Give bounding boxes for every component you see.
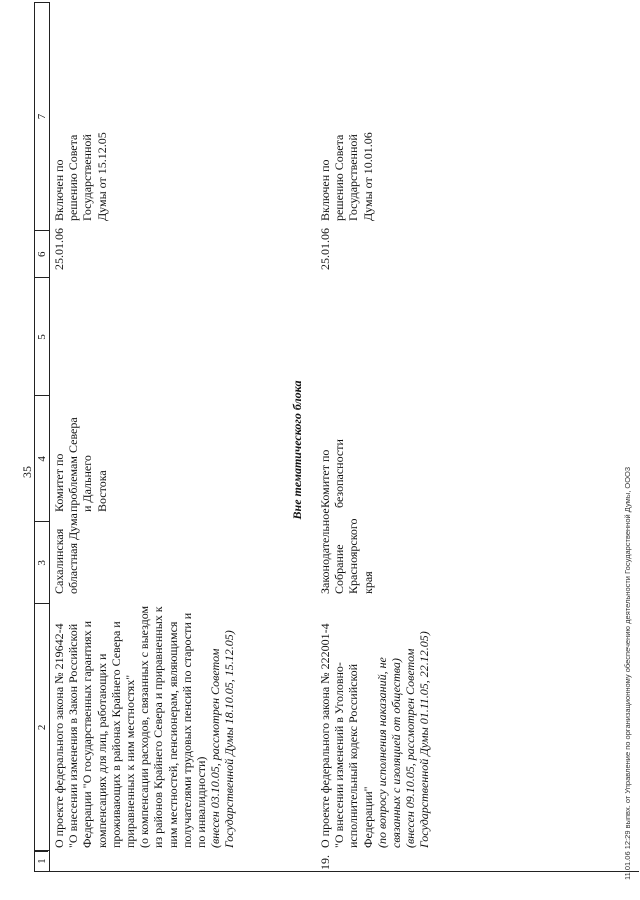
text-line: Государственной <box>80 134 95 221</box>
row-1-initiator <box>52 510 80 594</box>
text-line: из районов Крайнего Севера и приравненных к <box>151 606 166 848</box>
text-line: Красноярского края <box>346 518 375 594</box>
row-2-description <box>318 598 432 848</box>
text-line: приравненных к ним местностях" <box>123 674 138 848</box>
text-line: Собрание <box>332 544 347 594</box>
text-line: по инвалидности) <box>194 756 209 848</box>
fax-footer: 11.01.06 12:29 выпвх. от Управление по организационному обеспечению деятельности Государственной Думы, ООО3 <box>623 466 632 880</box>
text-line: О проекте федерального закона № 222001-4 <box>318 623 332 848</box>
row-2-committee <box>318 388 346 508</box>
text-line: "О внесении изменения в Закон Российской <box>66 623 81 848</box>
text-line: получателями трудовых пенсий по старости и <box>179 612 194 848</box>
table-header <box>34 2 50 872</box>
text-line: Думы от 15.12.05 <box>94 132 109 221</box>
row-2-date: 25.01.06 <box>318 228 332 270</box>
text-line: Федерации "О государственных гарантиях и <box>80 620 95 848</box>
column-header: 4 <box>35 396 50 522</box>
text-line: исполнительный кодекс Российской <box>346 663 361 848</box>
note-line: Государственной Думы 01.11.05, 22.12.05) <box>417 631 432 848</box>
column-header: 2 <box>35 604 50 851</box>
text-line: Востока <box>94 470 109 512</box>
text-line: безопасности <box>332 439 347 508</box>
column-divider <box>34 851 48 852</box>
text-line: Законодательное <box>318 508 332 594</box>
note-line: Государственной Думы 18.10.05, 15.12.05) <box>222 630 237 848</box>
page-number: 35 <box>20 466 34 478</box>
text-line: (о компенсации расходов, связанных с выездом <box>137 605 152 848</box>
text-line: Включен по <box>318 159 332 221</box>
row-1-committee <box>52 392 109 512</box>
note-line: (внесен 09.10.05, рассмотрен Советом <box>403 648 418 848</box>
row-2-status <box>318 91 375 221</box>
text-line: решению Совета <box>66 134 81 221</box>
column-header: 7 <box>35 3 50 231</box>
text-line: Думы от 10.01.06 <box>360 132 375 221</box>
row-1-description <box>52 598 237 848</box>
text-line: Комитет по <box>52 453 66 512</box>
text-line: "О внесении изменений в Уголовно- <box>332 662 347 848</box>
note-line: (по вопросу исполнения наказаний, не <box>374 657 389 848</box>
text-line: О проекте федерального закона № 219642-4 <box>52 623 66 848</box>
text-line: Федерации" <box>360 786 375 848</box>
row-1-status <box>52 91 109 221</box>
note-line: связанных с изоляцией от общества) <box>389 658 404 848</box>
table-border-left <box>34 871 639 872</box>
row-1-date: 25.01.06 <box>52 228 66 270</box>
text-line: Включен по <box>52 159 66 221</box>
text-line: решению Совета <box>332 134 347 221</box>
text-line: Государственной <box>346 134 361 221</box>
text-line: и Дальнего <box>80 455 95 512</box>
row-2-initiator <box>318 504 375 594</box>
text-line: проживающих в районах Крайнего Севера и <box>108 621 123 848</box>
text-line: областная Дума <box>66 513 81 594</box>
text-line: проблемам Севера <box>66 417 81 512</box>
column-header: 1 <box>35 851 50 872</box>
column-header: 3 <box>35 522 50 604</box>
text-line: компенсациях для лиц, работающих и <box>94 653 109 848</box>
note-line: (внесен 03.10.05, рассмотрен Советом <box>208 648 223 848</box>
text-line: ним местностей, пенсионерам, являющимся <box>165 621 180 848</box>
text-line: Сахалинская <box>52 528 66 594</box>
column-header: 6 <box>35 230 50 278</box>
row-2-number: 19. <box>318 855 332 870</box>
section-title: Вне тематического блока <box>290 380 304 520</box>
text-line: Комитет по <box>318 449 332 508</box>
column-header: 5 <box>35 278 50 396</box>
